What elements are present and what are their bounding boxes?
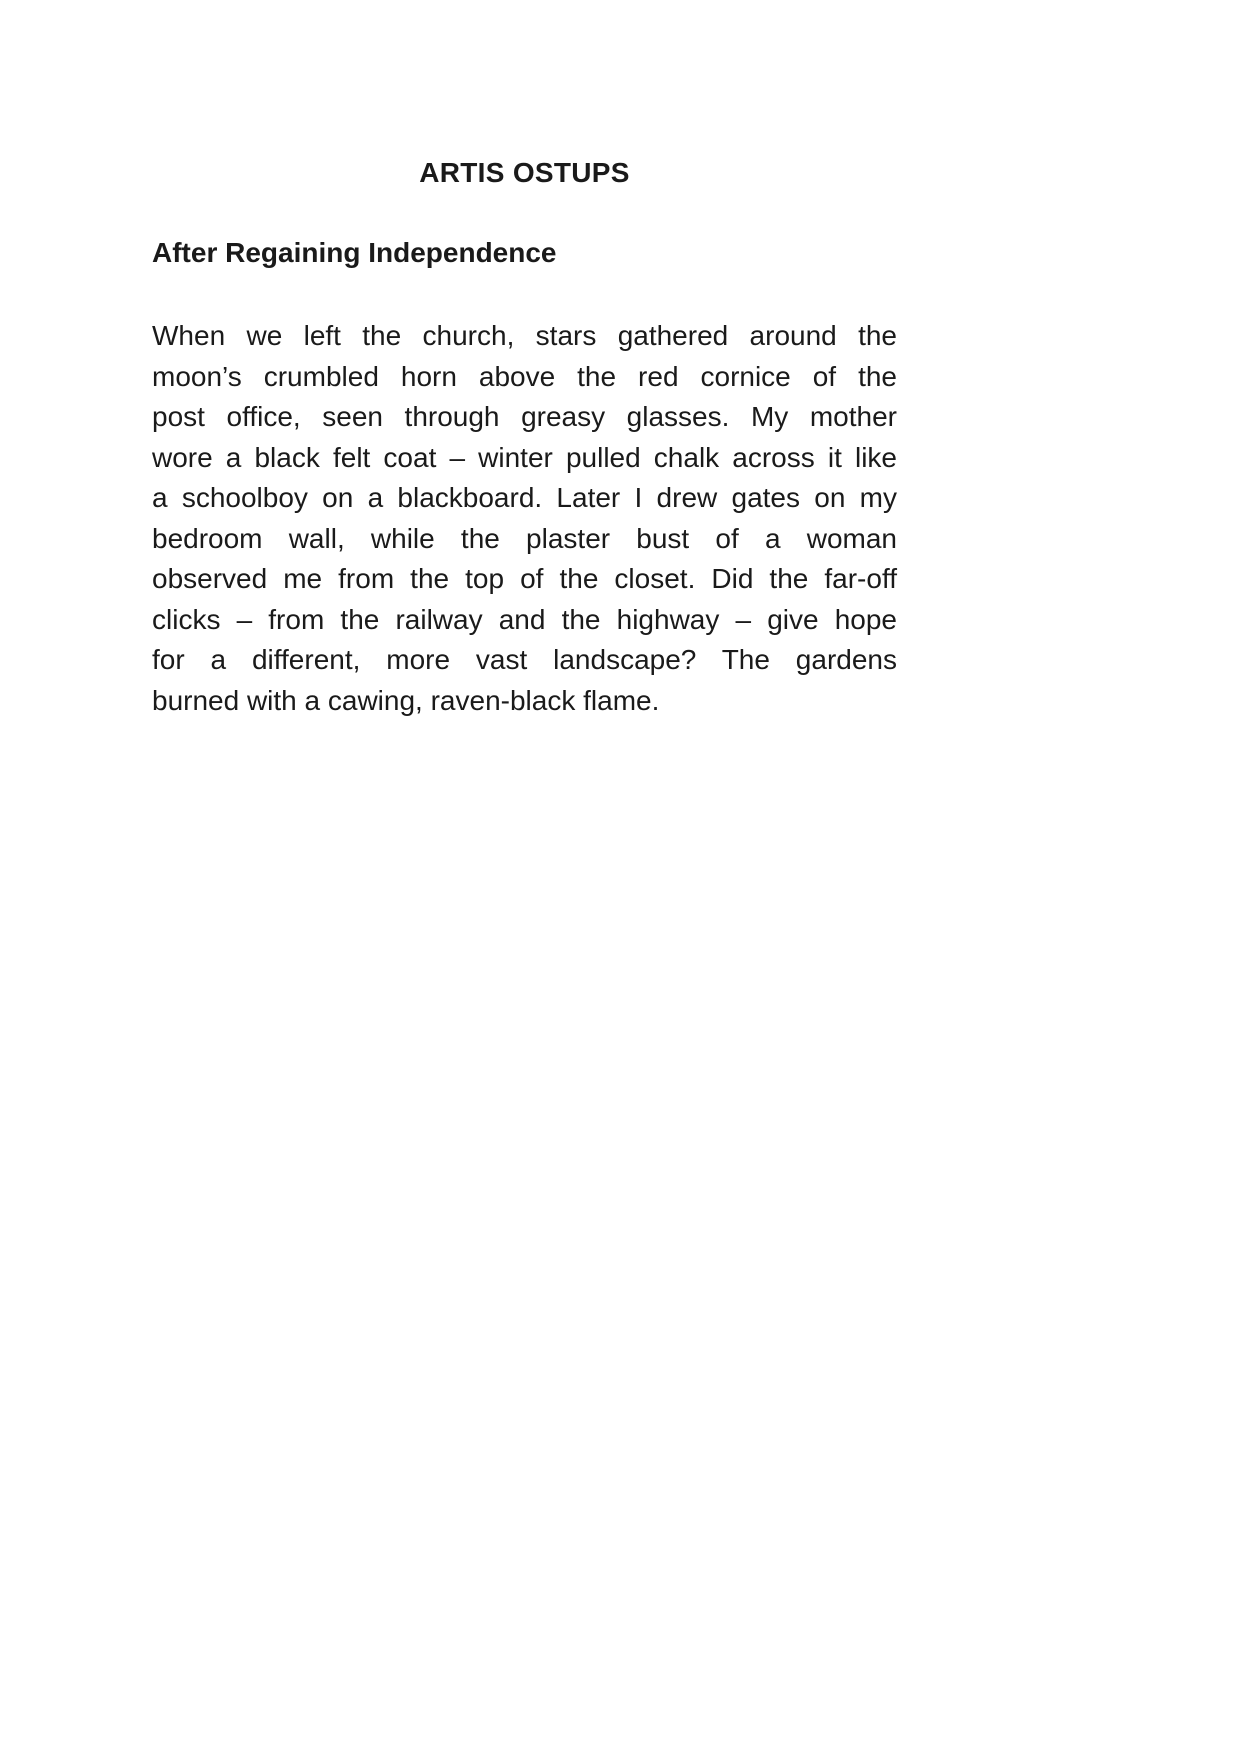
poem-line: for a different, more vast landscape? The gardens (152, 644, 897, 675)
poem-line: When we left the church, stars gathered around the (152, 320, 897, 351)
poem-body (152, 316, 897, 721)
poem-title: After Regaining Independence (152, 237, 557, 268)
author-name: ARTIS OSTUPS (419, 157, 630, 188)
poem-line: wore a black felt coat – winter pulled chalk across it like (152, 441, 897, 473)
poem-line: post office, seen through greasy glasses. My mother (152, 401, 897, 432)
poem-line: bedroom wall, while the plaster bust of a woman (152, 522, 897, 554)
poem-line: moon’s crumbled horn above the red cornice of the (152, 360, 897, 392)
poem-line: burned with a cawing, raven-black flame. (152, 684, 660, 716)
poem-line: a schoolboy on a blackboard. Later I drew gates on my (152, 482, 897, 513)
poem-line: observed me from the top of the closet. Did the far-off (152, 563, 897, 594)
poem-line: clicks – from the railway and the highway – give hope (152, 603, 897, 635)
